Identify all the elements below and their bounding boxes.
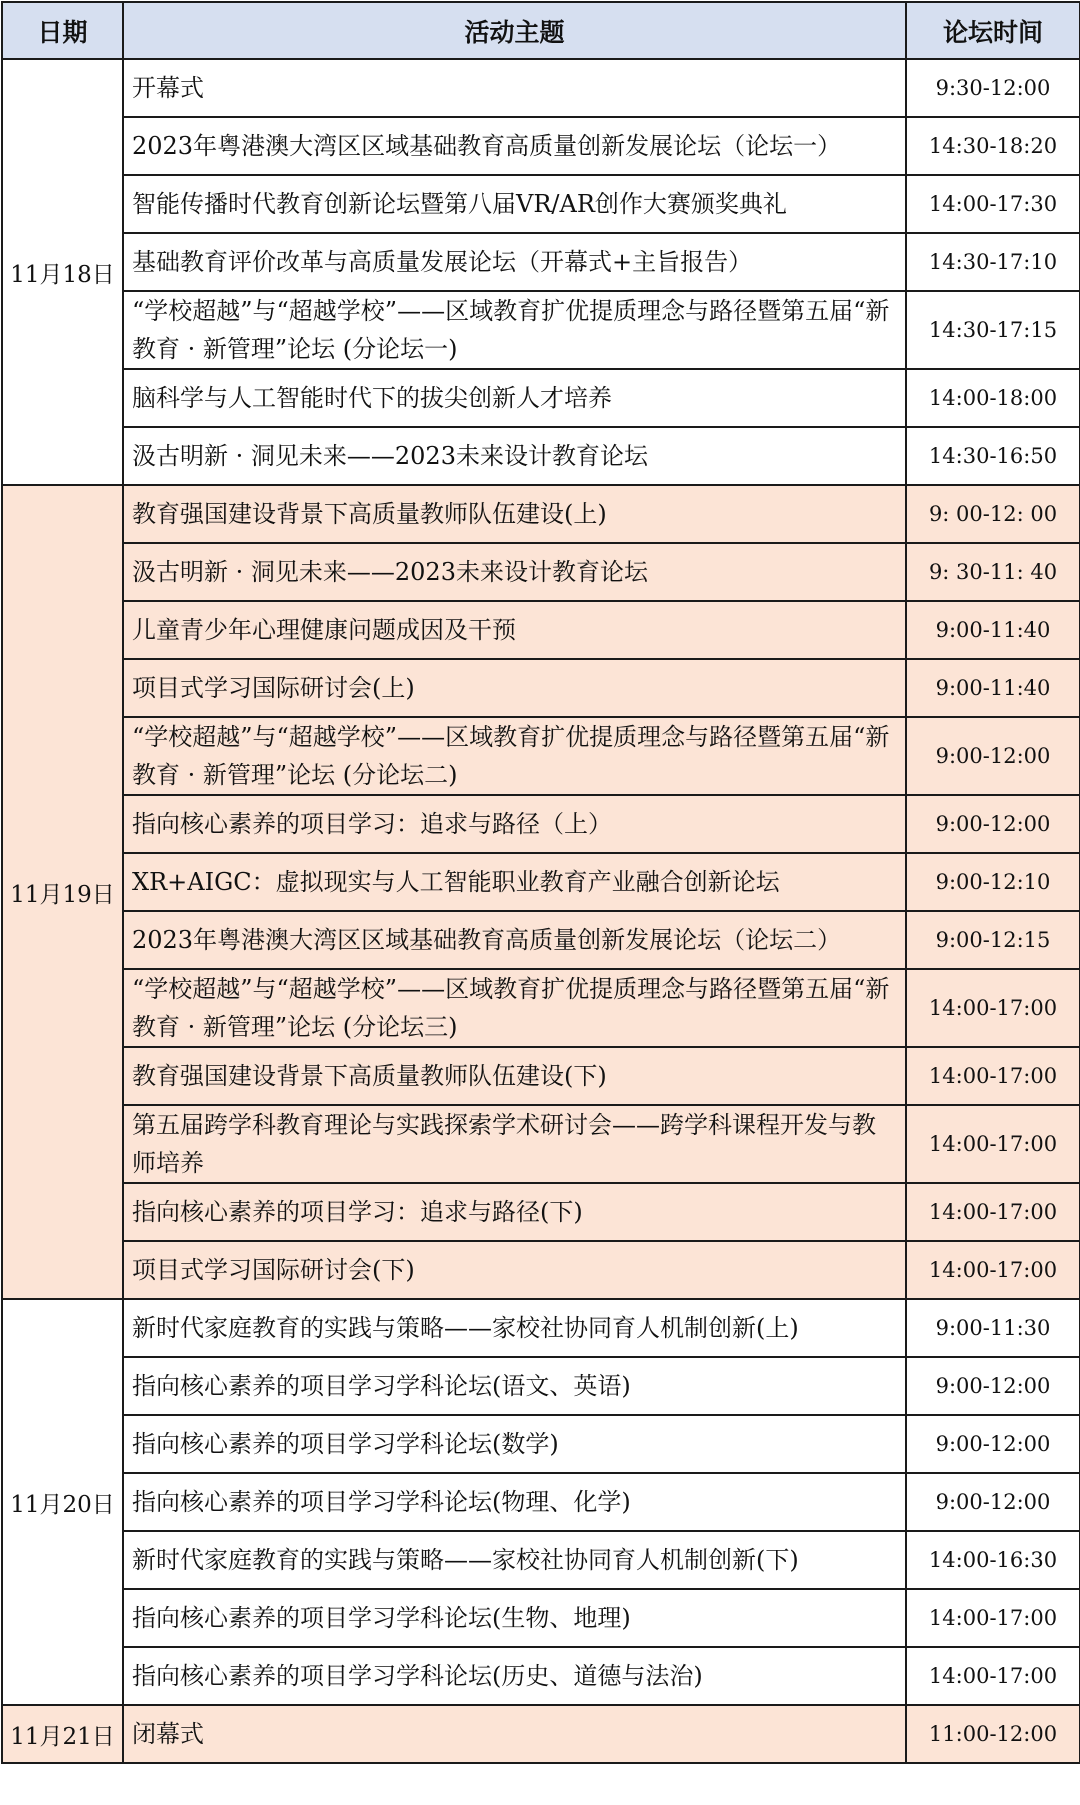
topic-cell: 开幕式	[123, 59, 906, 117]
topic-cell: 指向核心素养的项目学习：追求与路径（上）	[123, 795, 906, 853]
topic-cell: 第五届跨学科教育理论与实践探索学术研讨会——跨学科课程开发与教师培养	[123, 1105, 906, 1183]
topic-cell: 2023年粤港澳大湾区区域基础教育高质量创新发展论坛（论坛一）	[123, 117, 906, 175]
time-cell: 11:00-12:00	[906, 1705, 1080, 1763]
time-cell: 9: 00-12: 00	[906, 485, 1080, 543]
topic-cell: 新时代家庭教育的实践与策略——家校社协同育人机制创新(下)	[123, 1531, 906, 1589]
table-row	[2, 485, 1080, 543]
topic-cell: 基础教育评价改革与高质量发展论坛（开幕式+主旨报告）	[123, 233, 906, 291]
forum-schedule-table	[1, 1, 1080, 1764]
topic-cell: 脑科学与人工智能时代下的拔尖创新人才培养	[123, 369, 906, 427]
topic-cell: “学校超越”与“超越学校”——区域教育扩优提质理念与路径暨第五届“新教育 · 新管理”论坛 (分论坛一)	[123, 291, 906, 369]
date-cell: 11月20日	[2, 1299, 123, 1705]
time-cell: 9:00-12:00	[906, 795, 1080, 853]
table-row	[2, 117, 1080, 175]
date-cell: 11月18日	[2, 59, 123, 485]
date-cell: 11月19日	[2, 485, 123, 1299]
time-cell: 14:30-16:50	[906, 427, 1080, 485]
table-row	[2, 1473, 1080, 1531]
time-cell: 14:00-17:00	[906, 1183, 1080, 1241]
table-row	[2, 717, 1080, 795]
table-row	[2, 1705, 1080, 1763]
time-cell: 9:00-12:10	[906, 853, 1080, 911]
table-row	[2, 1357, 1080, 1415]
day-group-nov-21	[2, 1705, 1080, 1763]
table-row	[2, 1299, 1080, 1357]
time-cell: 14:00-17:00	[906, 1047, 1080, 1105]
table-row	[2, 291, 1080, 369]
topic-cell: 项目式学习国际研讨会(上)	[123, 659, 906, 717]
topic-cell: 智能传播时代教育创新论坛暨第八届VR/AR创作大赛颁奖典礼	[123, 175, 906, 233]
time-cell: 9:00-12:00	[906, 1473, 1080, 1531]
time-cell: 14:00-16:30	[906, 1531, 1080, 1589]
time-cell: 14:00-18:00	[906, 369, 1080, 427]
topic-cell: “学校超越”与“超越学校”——区域教育扩优提质理念与路径暨第五届“新教育 · 新管理”论坛 (分论坛二)	[123, 717, 906, 795]
table-row	[2, 427, 1080, 485]
time-cell: 14:00-17:00	[906, 1241, 1080, 1299]
topic-cell: 指向核心素养的项目学习学科论坛(物理、化学)	[123, 1473, 906, 1531]
time-cell: 14:00-17:30	[906, 175, 1080, 233]
topic-cell: 2023年粤港澳大湾区区域基础教育高质量创新发展论坛（论坛二）	[123, 911, 906, 969]
table-row	[2, 1647, 1080, 1705]
time-cell: 9:00-12:00	[906, 717, 1080, 795]
time-cell: 14:30-18:20	[906, 117, 1080, 175]
topic-cell: 新时代家庭教育的实践与策略——家校社协同育人机制创新(上)	[123, 1299, 906, 1357]
table-row	[2, 969, 1080, 1047]
header-topic: 活动主题	[123, 2, 906, 59]
table-row	[2, 1183, 1080, 1241]
time-cell: 9:00-11:40	[906, 601, 1080, 659]
topic-cell: 指向核心素养的项目学习：追求与路径(下)	[123, 1183, 906, 1241]
table-row	[2, 1531, 1080, 1589]
topic-cell: 指向核心素养的项目学习学科论坛(语文、英语)	[123, 1357, 906, 1415]
table-row	[2, 1241, 1080, 1299]
table-row	[2, 853, 1080, 911]
topic-cell: 汲古明新 · 洞见未来——2023未来设计教育论坛	[123, 543, 906, 601]
header-date: 日期	[2, 2, 123, 59]
table-row	[2, 911, 1080, 969]
date-cell: 11月21日	[2, 1705, 123, 1763]
day-group-nov-19	[2, 485, 1080, 1299]
topic-cell: 汲古明新 · 洞见未来——2023未来设计教育论坛	[123, 427, 906, 485]
time-cell: 14:00-17:00	[906, 969, 1080, 1047]
time-cell: 9:00-11:40	[906, 659, 1080, 717]
day-group-nov-20	[2, 1299, 1080, 1705]
table-row	[2, 175, 1080, 233]
table-row	[2, 1105, 1080, 1183]
time-cell: 14:00-17:00	[906, 1105, 1080, 1183]
table-row	[2, 233, 1080, 291]
time-cell: 9:00-11:30	[906, 1299, 1080, 1357]
table-row	[2, 1047, 1080, 1105]
time-cell: 14:30-17:15	[906, 291, 1080, 369]
table-row	[2, 601, 1080, 659]
topic-cell: 指向核心素养的项目学习学科论坛(数学)	[123, 1415, 906, 1473]
topic-cell: 教育强国建设背景下高质量教师队伍建设(下)	[123, 1047, 906, 1105]
table-row	[2, 795, 1080, 853]
time-cell: 9:00-12:00	[906, 1357, 1080, 1415]
header-row	[2, 2, 1080, 59]
topic-cell: 闭幕式	[123, 1705, 906, 1763]
time-cell: 9:00-12:00	[906, 1415, 1080, 1473]
table-row	[2, 59, 1080, 117]
topic-cell: 儿童青少年心理健康问题成因及干预	[123, 601, 906, 659]
table-row	[2, 1415, 1080, 1473]
topic-cell: 指向核心素养的项目学习学科论坛(历史、道德与法治)	[123, 1647, 906, 1705]
header-time: 论坛时间	[906, 2, 1080, 59]
time-cell: 9: 30-11: 40	[906, 543, 1080, 601]
topic-cell: “学校超越”与“超越学校”——区域教育扩优提质理念与路径暨第五届“新教育 · 新管理”论坛 (分论坛三)	[123, 969, 906, 1047]
table-row	[2, 1589, 1080, 1647]
time-cell: 9:30-12:00	[906, 59, 1080, 117]
day-group-nov-18	[2, 59, 1080, 485]
topic-cell: 教育强国建设背景下高质量教师队伍建设(上)	[123, 485, 906, 543]
table-row	[2, 543, 1080, 601]
time-cell: 14:00-17:00	[906, 1647, 1080, 1705]
table-row	[2, 369, 1080, 427]
time-cell: 14:00-17:00	[906, 1589, 1080, 1647]
topic-cell: 指向核心素养的项目学习学科论坛(生物、地理)	[123, 1589, 906, 1647]
topic-cell: 项目式学习国际研讨会(下)	[123, 1241, 906, 1299]
time-cell: 14:30-17:10	[906, 233, 1080, 291]
time-cell: 9:00-12:15	[906, 911, 1080, 969]
topic-cell: XR+AIGC：虚拟现实与人工智能职业教育产业融合创新论坛	[123, 853, 906, 911]
table-row	[2, 659, 1080, 717]
